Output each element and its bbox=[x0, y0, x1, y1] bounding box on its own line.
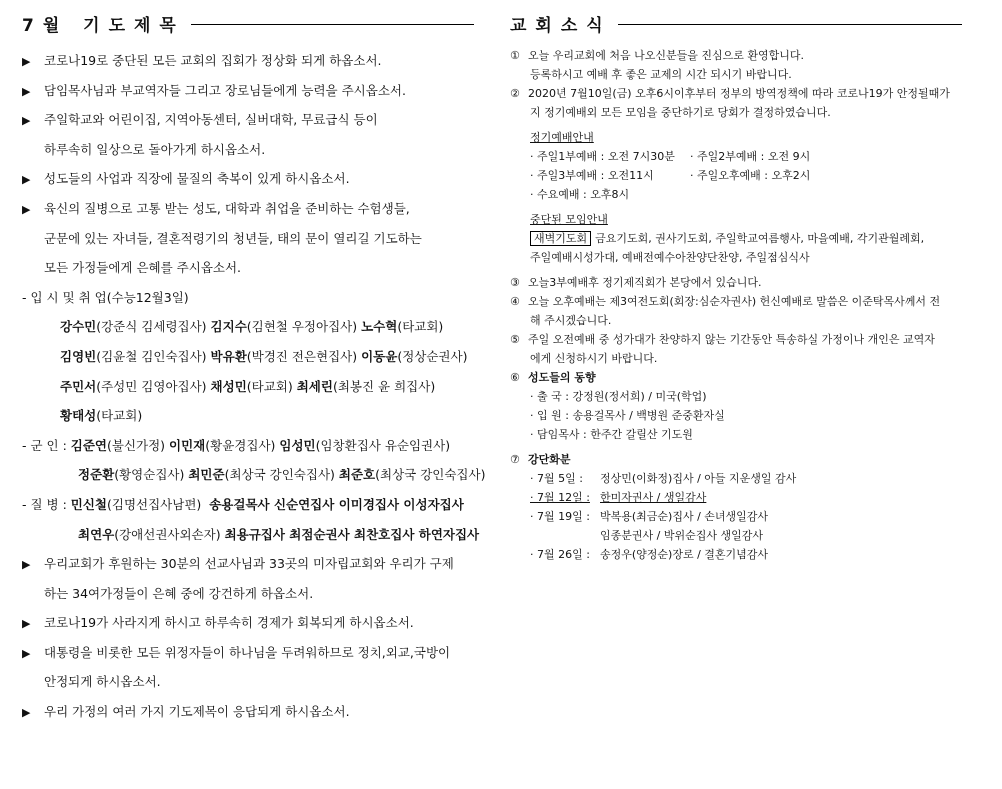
military-row: - 군 인 : 김준연(불신가정) 이민재(황윤경집사) 임성민(임창환집사 유순임권사) bbox=[22, 437, 451, 453]
prayer-item: ▶ 우리 가정의 여러 가지 기도제목이 응답되게 하시옵소서. bbox=[22, 697, 474, 727]
news-item: ④ 오늘 오후예배는 제3여전도회(회장:심순자권사) 헌신예배로 말씀은 이준탁목사께서 전 bbox=[510, 295, 941, 308]
prayer-item: ▶ 성도들의 사업과 직장에 물질의 축복이 있게 하시옵소서. bbox=[22, 164, 474, 194]
prayer-header bbox=[22, 8, 474, 38]
regular-worship-row: · 수요예배 : 오후8시 bbox=[530, 188, 630, 201]
bullet-triangle-icon: ▶ bbox=[22, 558, 31, 572]
news-title: 교회소식 bbox=[510, 15, 612, 36]
prayer-item: ▶ 담임목사님과 부교역자들 그리고 장로님들에게 능력을 주시옵소서. bbox=[22, 76, 474, 106]
stopped-meetings-row: 새벽기도회 금요기도회, 권사기도회, 주일학교여름행사, 마을예배, 각기관월례회, bbox=[510, 229, 962, 248]
news-item: ② 2020년 7월10일(금) 오후6시이후부터 정부의 방역정책에 따라 코로나19가 안정될때가 bbox=[510, 87, 950, 100]
flower-row: · 7월 5일 :정상민(이화정)집사 / 아들 지운생일 감사 bbox=[530, 472, 797, 485]
news-item: ① 오늘 우리교회에 처음 나오신분들을 진심으로 환영합니다. bbox=[510, 49, 805, 62]
illness-row: 최연우(강애선권사외손자) 최용규집사 최점순권사 최찬호집사 하연자집사 bbox=[78, 526, 480, 542]
bullet-triangle-icon: ▶ bbox=[22, 646, 31, 660]
bullet-triangle-icon: ▶ bbox=[22, 84, 31, 98]
flower-row: · 7월 12일 :한미자권사 / 생일감사 bbox=[530, 491, 707, 504]
header-rule bbox=[191, 24, 474, 25]
bullet-triangle-icon: ▶ bbox=[22, 55, 31, 68]
news-item-cont: 해 주시겠습니다. bbox=[530, 314, 612, 327]
stopped-meetings-title: 중단된 모임안내 bbox=[530, 213, 608, 226]
bullet-triangle-icon: ▶ bbox=[22, 706, 31, 720]
news-header bbox=[510, 8, 962, 38]
trend-row: · 입 원 : 송용걸목사 / 백병원 준중환자실 bbox=[530, 409, 725, 422]
stopped-meetings-row: 주일예배시성가대, 예배전예수아찬양단찬양, 주일점심식사 bbox=[530, 251, 810, 264]
prayer-column bbox=[22, 8, 486, 727]
regular-worship-title: 정기예배안내 bbox=[530, 131, 594, 144]
news-item-cont: 에게 신청하시기 바랍니다. bbox=[530, 352, 658, 365]
prayer-list bbox=[22, 46, 486, 727]
flower-row: · 7월 19일 :박복용(최금순)집사 / 손녀생일감사 bbox=[530, 510, 769, 523]
exam-names-row: 주민서(주성민 김영아집사) 채성민(타교회) 최세린(최봉진 윤 희집사) bbox=[60, 378, 436, 394]
prayer-item: ▶ 코로나19로 중단된 모든 교회의 집회가 정상화 되게 하옵소서. bbox=[22, 46, 474, 76]
bullet-triangle-icon: ▶ bbox=[22, 617, 31, 631]
military-row: 정준환(황영순집사) 최민준(최상국 강인숙집사) 최준호(최상국 강인숙집사) bbox=[78, 467, 486, 483]
news-list bbox=[510, 46, 962, 564]
header-rule bbox=[618, 24, 962, 25]
bullet-triangle-icon: ▶ bbox=[22, 202, 31, 216]
regular-worship-row: · 주일1부예배 : 오전 7시30분 · 주일2부예배 : 오전 9시 bbox=[530, 150, 811, 163]
regular-worship-row: · 주일3부예배 : 오전11시 · 주일오후예배 : 오후2시 bbox=[530, 169, 811, 182]
trend-row: · 출 국 : 강정원(정서희) / 미국(학업) bbox=[530, 390, 707, 403]
exam-names-row: 김영빈(김윤철 김인숙집사) 박유환(박경진 전은현집사) 이동윤(정상순권사) bbox=[60, 348, 468, 364]
prayer-item: ▶ 주일학교와 어린이집, 지역아동센터, 실버대학, 무료급식 등이 bbox=[22, 105, 474, 135]
news-item: ⑤ 주일 오전예배 중 성가대가 찬양하지 않는 기간동안 특송하실 가정이나 개인은 교역자 bbox=[510, 333, 935, 346]
prayer-item: ▶ 코로나19가 사라지게 하시고 하루속히 경제가 회복되게 하시옵소서. bbox=[22, 608, 474, 638]
news-item: ⑦ 강단화분 bbox=[510, 453, 571, 466]
prayer-title: 7월 기도제목 bbox=[22, 15, 185, 36]
news-item-cont: 지 정기예배외 모든 모임을 중단하기로 당회가 결정하였습니다. bbox=[530, 106, 831, 119]
exam-names-row: 강수민(강준식 김세령집사) 김지수(김현철 우정아집사) 노수혁(타교회) bbox=[60, 319, 444, 335]
news-column bbox=[510, 8, 962, 564]
prayer-item: ▶ 육신의 질병으로 고통 받는 성도, 대학과 취업을 준비하는 수험생들, bbox=[22, 194, 474, 224]
prayer-item-cont: 하는 34여가정들이 은혜 중에 강건하게 하옵소서. bbox=[44, 585, 314, 601]
news-item: ③ 오늘3부예배후 정기제직회가 본당에서 있습니다. bbox=[510, 276, 762, 289]
prayer-item-cont: 군문에 있는 자녀들, 결혼적령기의 청년들, 태의 문이 열리길 기도하는 bbox=[44, 230, 422, 246]
trend-row: · 담임목사 : 한주간 갈릴산 기도원 bbox=[530, 428, 693, 441]
flower-row: 임종분권사 / 박위순집사 생일감사 bbox=[600, 529, 763, 542]
prayer-item: ▶ 우리교회가 후원하는 30분의 선교사님과 33곳의 미자립교회와 우리가 구제 bbox=[22, 549, 474, 579]
news-item-cont: 등록하시고 예배 후 좋은 교제의 시간 되시기 바랍니다. bbox=[530, 68, 792, 81]
prayer-item: ▶ 대통령을 비롯한 모든 위정자들이 하나님을 두려워하므로 정치,외교,국방이 bbox=[22, 638, 474, 668]
exam-label: - 입 시 및 취 업(수능12월3일) bbox=[22, 289, 189, 305]
news-item: ⑥ 성도들의 동향 bbox=[510, 371, 596, 384]
bullet-triangle-icon: ▶ bbox=[22, 173, 31, 187]
prayer-item-cont: 안정되게 하시옵소서. bbox=[44, 674, 161, 690]
exam-names-row: 황태성(타교회) bbox=[60, 408, 143, 424]
prayer-item-cont: 모든 가정들에게 은혜를 주시옵소서. bbox=[44, 260, 242, 276]
illness-row: - 질 병 : 민신철(김명선집사남편) 송용걸목사 신순연집사 이미경집사 이성자집사 bbox=[22, 496, 464, 512]
prayer-item-cont: 하루속히 일상으로 돌아가게 하시옵소서. bbox=[44, 141, 266, 157]
bullet-triangle-icon: ▶ bbox=[22, 114, 31, 128]
flower-row: · 7월 26일 :송정우(양정순)장로 / 결혼기념감사 bbox=[530, 548, 769, 561]
